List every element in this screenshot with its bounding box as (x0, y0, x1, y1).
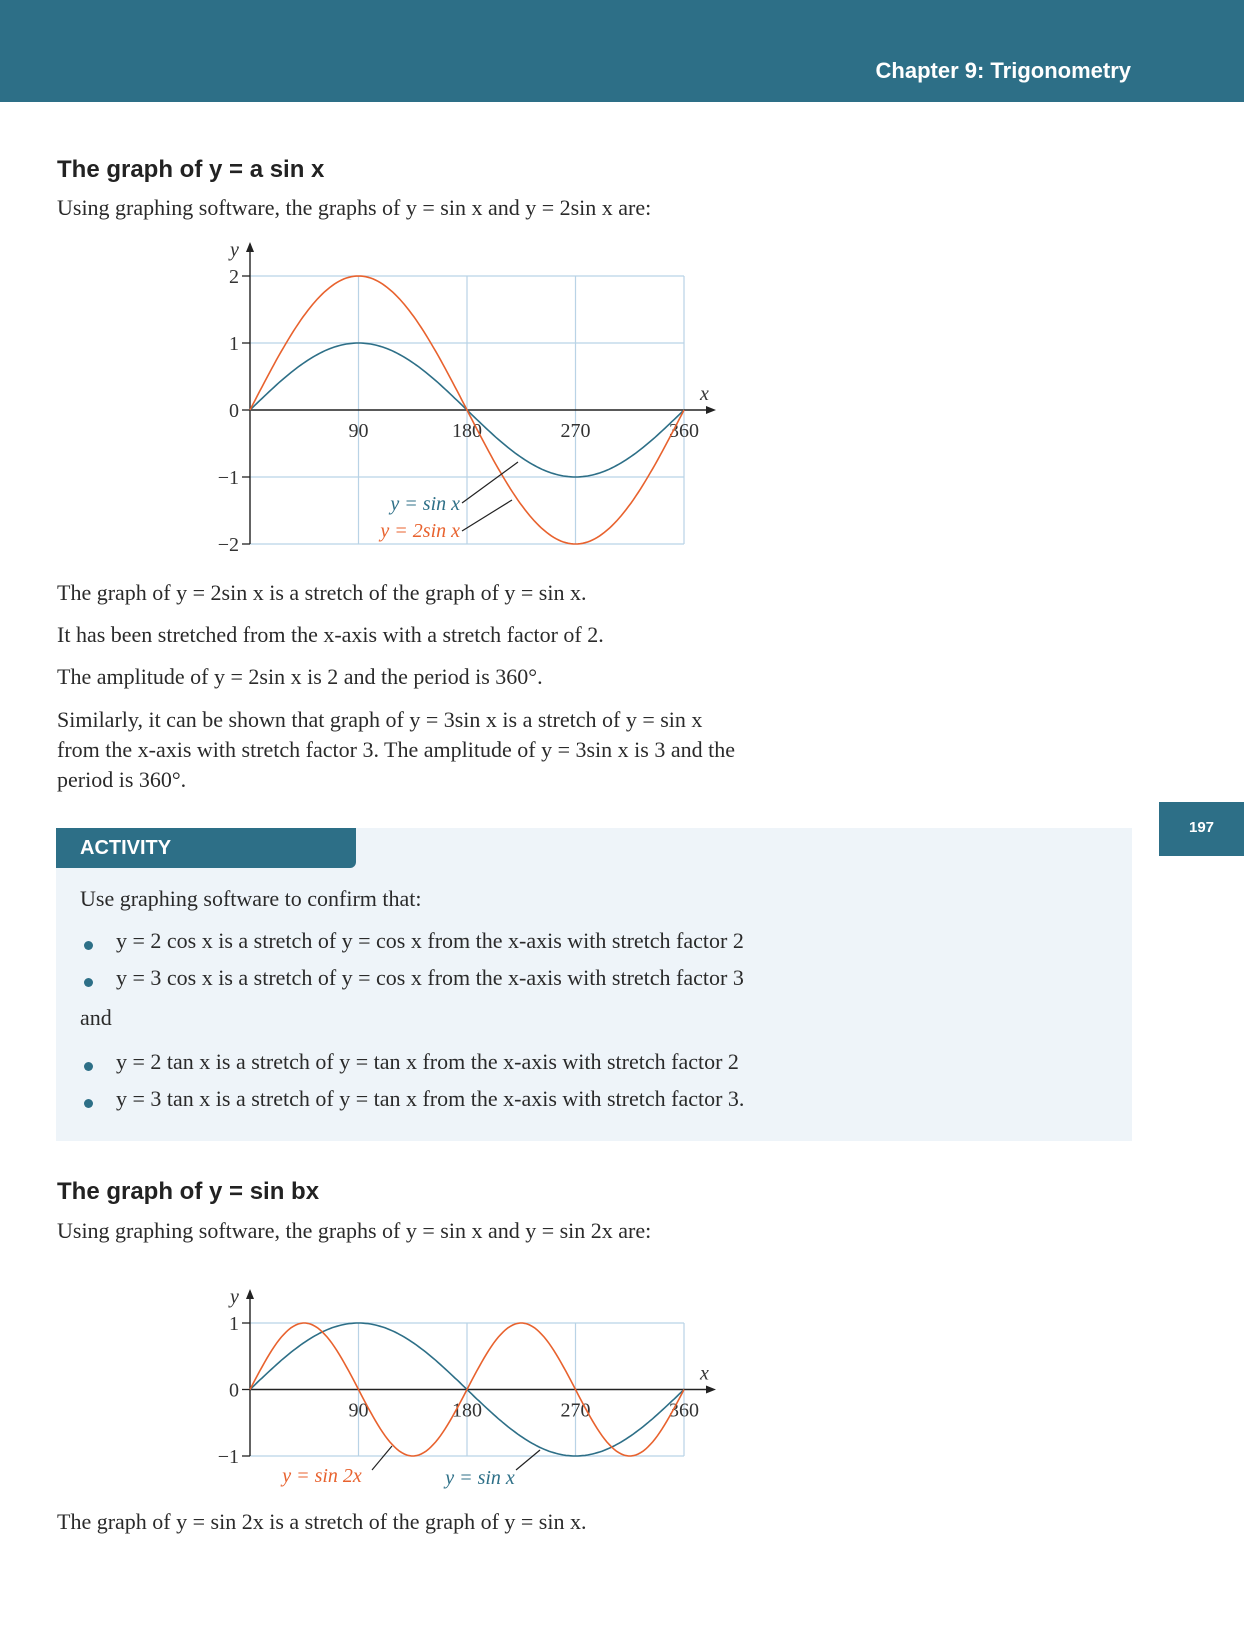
x-tick-label: 360 (669, 420, 699, 442)
y-tick-label: −1 (217, 467, 239, 489)
series-label-sin-x: y = sin x (445, 1467, 515, 1489)
annotation-leader-2sin-x (462, 500, 512, 531)
section1-para4-line2: from the x-axis with stretch factor 3. The amplitude of y = 3sin x is 3 and the (57, 737, 735, 762)
y-tick-label: 2 (229, 266, 239, 288)
x-tick-label: 360 (669, 1399, 699, 1422)
section-heading-sin-bx: The graph of y = sin bx (57, 1178, 320, 1205)
bullet-dot (84, 1099, 93, 1108)
y-axis-label: y (230, 239, 239, 261)
bullet-dot (84, 941, 93, 950)
x-tick-label: 90 (348, 1399, 369, 1422)
y-axis-label: y (230, 1286, 239, 1308)
x-tick-label: 180 (452, 1399, 482, 1422)
activity-bullet-4: y = 3 tan x is a stretch of y = tan x from the x-axis with stretch factor 3. (116, 1086, 745, 1111)
x-tick-label: 270 (560, 420, 591, 442)
series-label-sin-2x: y = sin 2x (282, 1465, 362, 1487)
x-tick-label: 90 (348, 420, 369, 442)
activity-and: and (80, 1005, 112, 1030)
annotation-leader-sin-x (462, 462, 518, 503)
y-tick-label: 1 (229, 1313, 239, 1335)
section1-para3: The amplitude of y = 2sin x is 2 and the period is 360°. (57, 664, 543, 689)
y-tick-label: 0 (229, 1379, 239, 1402)
activity-bullet-1: y = 2 cos x is a stretch of y = cos x from the x-axis with stretch factor 2 (116, 928, 744, 953)
y-tick-label: −2 (217, 534, 239, 556)
x-axis-label: x (700, 1362, 709, 1385)
y-tick-label: −1 (217, 1446, 239, 1468)
x-axis-label: x (700, 383, 709, 405)
bullet-dot (84, 1062, 93, 1071)
section1-para2: It has been stretched from the x-axis with a stretch factor of 2. (57, 622, 604, 647)
chapter-title: Chapter 9: Trigonometry (875, 58, 1131, 83)
section2-intro: Using graphing software, the graphs of y = sin x and y = sin 2x are: (57, 1218, 652, 1243)
activity-bullet-2: y = 3 cos x is a stretch of y = cos x from the x-axis with stretch factor 3 (116, 965, 744, 990)
page-number: 197 (1188, 819, 1215, 836)
y-tick-label: 0 (229, 400, 239, 422)
activity-label-text: ACTIVITY (80, 837, 172, 859)
section1-para4-line1: Similarly, it can be shown that graph of y = 3sin x is a stretch of y = sin x (57, 707, 703, 732)
section-heading-a-sin-x: The graph of y = a sin x (57, 156, 325, 183)
x-axis-arrow-icon (706, 406, 716, 414)
activity-label (56, 828, 356, 868)
section1-intro: Using graphing software, the graphs of y = sin x and y = 2sin x are: (57, 195, 652, 220)
x-tick-label: 270 (560, 1399, 591, 1422)
section1-para4-line3: period is 360°. (57, 767, 187, 792)
activity-bullet-3: y = 2 tan x is a stretch of y = tan x from the x-axis with stretch factor 2 (116, 1049, 739, 1074)
y-axis-arrow-icon (246, 242, 254, 252)
series-label-2sin-x: y = 2sin x (380, 520, 460, 542)
y-tick-label: 1 (229, 333, 239, 355)
section1-para1: The graph of y = 2sin x is a stretch of the graph of y = sin x. (57, 580, 587, 605)
series-label-sin-x: y = sin x (390, 493, 460, 515)
activity-intro: Use graphing software to confirm that: (80, 886, 422, 911)
section2-para1: The graph of y = sin 2x is a stretch of the graph of y = sin x. (57, 1509, 587, 1534)
x-tick-label: 180 (452, 420, 482, 442)
bullet-dot (84, 978, 93, 987)
